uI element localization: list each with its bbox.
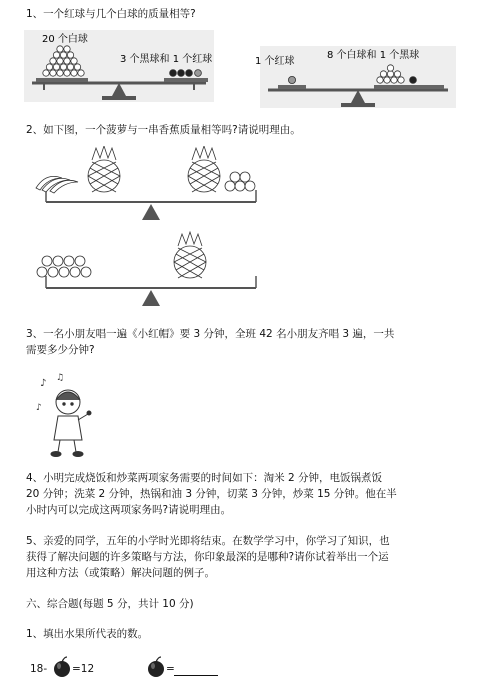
label-20-white: 20 个白球 (42, 34, 88, 45)
question-4-line-2: 20 分钟；洗菜 2 分钟，热锅和油 3 分钟，切菜 3 分钟，炒菜 15 分钟。他在半 (26, 488, 397, 500)
balance-scale-right (255, 46, 456, 108)
banana-bunch-icon (36, 176, 78, 193)
question-4-line-3: 小时内可以完成这两项家务吗?请说明理由。 (26, 504, 232, 516)
pineapple-banana-scales (26, 146, 266, 312)
svg-text:♪: ♪ (40, 378, 47, 389)
question-1-title: 1、一个红球与几个白球的质量相等? (26, 8, 196, 20)
scale-2 (37, 232, 256, 306)
question-3-line-2: 需要多少分钟? (26, 344, 95, 356)
answer-blank[interactable] (174, 675, 218, 676)
pineapple-icon (188, 146, 220, 192)
equation-2-equals: = (166, 663, 175, 675)
svg-text:♪: ♪ (36, 403, 42, 413)
pineapple-icon (88, 146, 120, 192)
equation-1 (30, 656, 47, 682)
apples-icon (225, 172, 255, 191)
label-8-white-1-black: 8 个白球和 1 个黑球 (327, 50, 420, 61)
equation-1-left: 18- (30, 663, 48, 675)
scale-1 (36, 146, 256, 220)
label-1-red: 1 个红球 (255, 56, 295, 67)
question-4-line-1: 4、小明完成烧饭和炒菜两项家务需要的时间如下：淘米 2 分钟，电饭锅煮饭 (26, 472, 383, 484)
balance-scales-figure (24, 28, 474, 110)
question-5-line-2: 获得了解决问题的许多策略与方法，你印象最深的是哪种?请你试着举出一个运 (26, 551, 389, 563)
apple-icon (52, 656, 72, 678)
balance-scale-left (24, 30, 214, 102)
question-6-1-title: 1、填出水果所代表的数。 (26, 628, 149, 640)
section-6-title: 六、综合题(每题 5 分，共计 10 分) (26, 598, 194, 610)
question-5-line-1: 5、亲爱的同学，五年的小学时光即将结束。在数学学习中，你学习了知识，也 (26, 535, 390, 547)
equation-2 (166, 656, 175, 682)
pineapple-icon (174, 232, 206, 278)
equation-1-result: =12 (72, 663, 95, 675)
apples-icon (37, 256, 91, 277)
svg-text:♫: ♫ (56, 373, 65, 383)
question-2-title: 2、如下图，一个菠萝与一串香蕉质量相等吗?请说明理由。 (26, 124, 301, 136)
apple-icon (146, 656, 166, 678)
label-3-black-1-red: 3 个黑球和 1 个红球 (120, 54, 213, 65)
singing-girl-illustration (34, 372, 94, 458)
question-5-line-3: 用这种方法（或策略）解决问题的例子。 (26, 567, 215, 579)
question-3-line-1: 3、一名小朋友唱一遍《小红帽》要 3 分钟，全班 42 名小朋友齐唱 3 遍，一共 (26, 328, 395, 340)
